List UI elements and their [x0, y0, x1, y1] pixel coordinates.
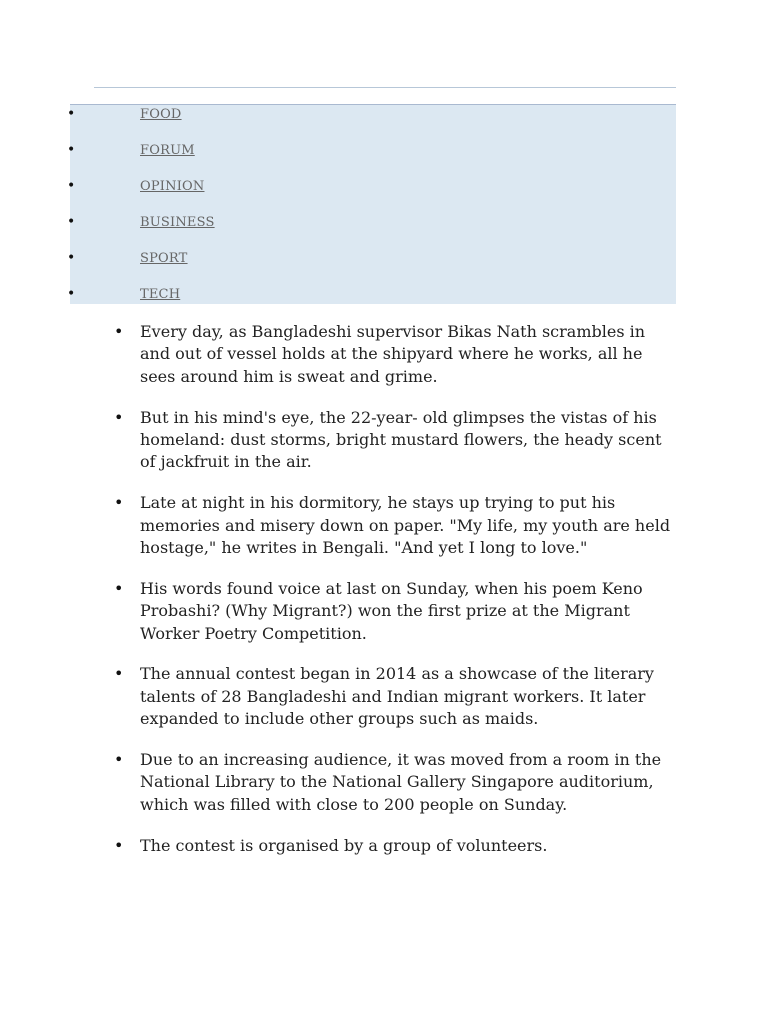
article-paragraph — [116, 663, 676, 730]
bullet-icon: • — [114, 407, 124, 427]
article-paragraph — [116, 578, 676, 645]
nav-item-opinion — [67, 177, 676, 213]
nav-item-tech — [67, 285, 676, 321]
paragraph-text: Due to an increasing audience, it was moved from a room in the National Library to the National Gallery Singapore auditorium, which was filled with close to 200 people on Sunday. — [140, 750, 662, 814]
section-nav-list — [67, 105, 676, 321]
paragraph-text: The annual contest began in 2014 as a showcase of the literary talents of 28 Bangladeshi and Indian migrant workers. It later expanded to include other groups such as maids. — [140, 664, 654, 729]
nav-item-business — [67, 213, 676, 249]
bullet-icon: • — [114, 835, 124, 855]
bullet-icon: • — [67, 250, 76, 266]
article-paragraph — [116, 835, 676, 857]
bullet-icon: • — [67, 286, 76, 302]
bullet-icon: • — [114, 578, 124, 598]
nav-link-food[interactable]: FOOD — [140, 107, 182, 122]
nav-link-opinion[interactable]: OPINION — [140, 179, 205, 194]
article-body — [116, 321, 676, 875]
paragraph-text: But in his mind's eye, the 22-year- old glimpses the vistas of his homeland: dust storms, bright mustard flowers, the heady scent of jackfruit in the air. — [140, 407, 662, 472]
bullet-icon: • — [67, 178, 76, 194]
paragraph-text: Late at night in his dormitory, he stays up trying to put his memories and misery down on paper. "My life, my youth are held hostage," he writes in Bengali. "And yet I long to love." — [140, 493, 671, 558]
top-divider — [94, 87, 676, 88]
bullet-icon: • — [67, 142, 76, 158]
nav-link-sport[interactable]: SPORT — [140, 251, 188, 266]
section-nav — [67, 104, 676, 304]
article-paragraph — [116, 321, 676, 388]
article-paragraph — [116, 749, 676, 816]
paragraph-text: His words found voice at last on Sunday, when his poem Keno Probashi? (Why Migrant?) won the first prize at the Migrant Worker Poetry Competition. — [140, 578, 643, 643]
nav-item-forum — [67, 141, 676, 177]
article-paragraph — [116, 407, 676, 474]
bullet-icon: • — [114, 664, 124, 684]
paragraph-text: The contest is organised by a group of volunteers. — [140, 835, 548, 855]
nav-link-business[interactable]: BUSINESS — [140, 215, 215, 230]
bullet-icon: • — [67, 214, 76, 230]
paragraph-text: Every day, as Bangladeshi supervisor Bikas Nath scrambles in and out of vessel holds at the shipyard where he works, all he sees around him is sweat and grime. — [140, 322, 646, 386]
bullet-icon: • — [67, 106, 76, 122]
nav-item-food — [67, 105, 676, 141]
nav-link-forum[interactable]: FORUM — [140, 143, 195, 158]
bullet-icon: • — [114, 322, 124, 341]
bullet-icon: • — [114, 493, 124, 513]
nav-item-sport — [67, 249, 676, 285]
article-paragraph — [116, 492, 676, 559]
bullet-icon: • — [114, 750, 124, 770]
nav-link-tech[interactable]: TECH — [140, 287, 181, 302]
